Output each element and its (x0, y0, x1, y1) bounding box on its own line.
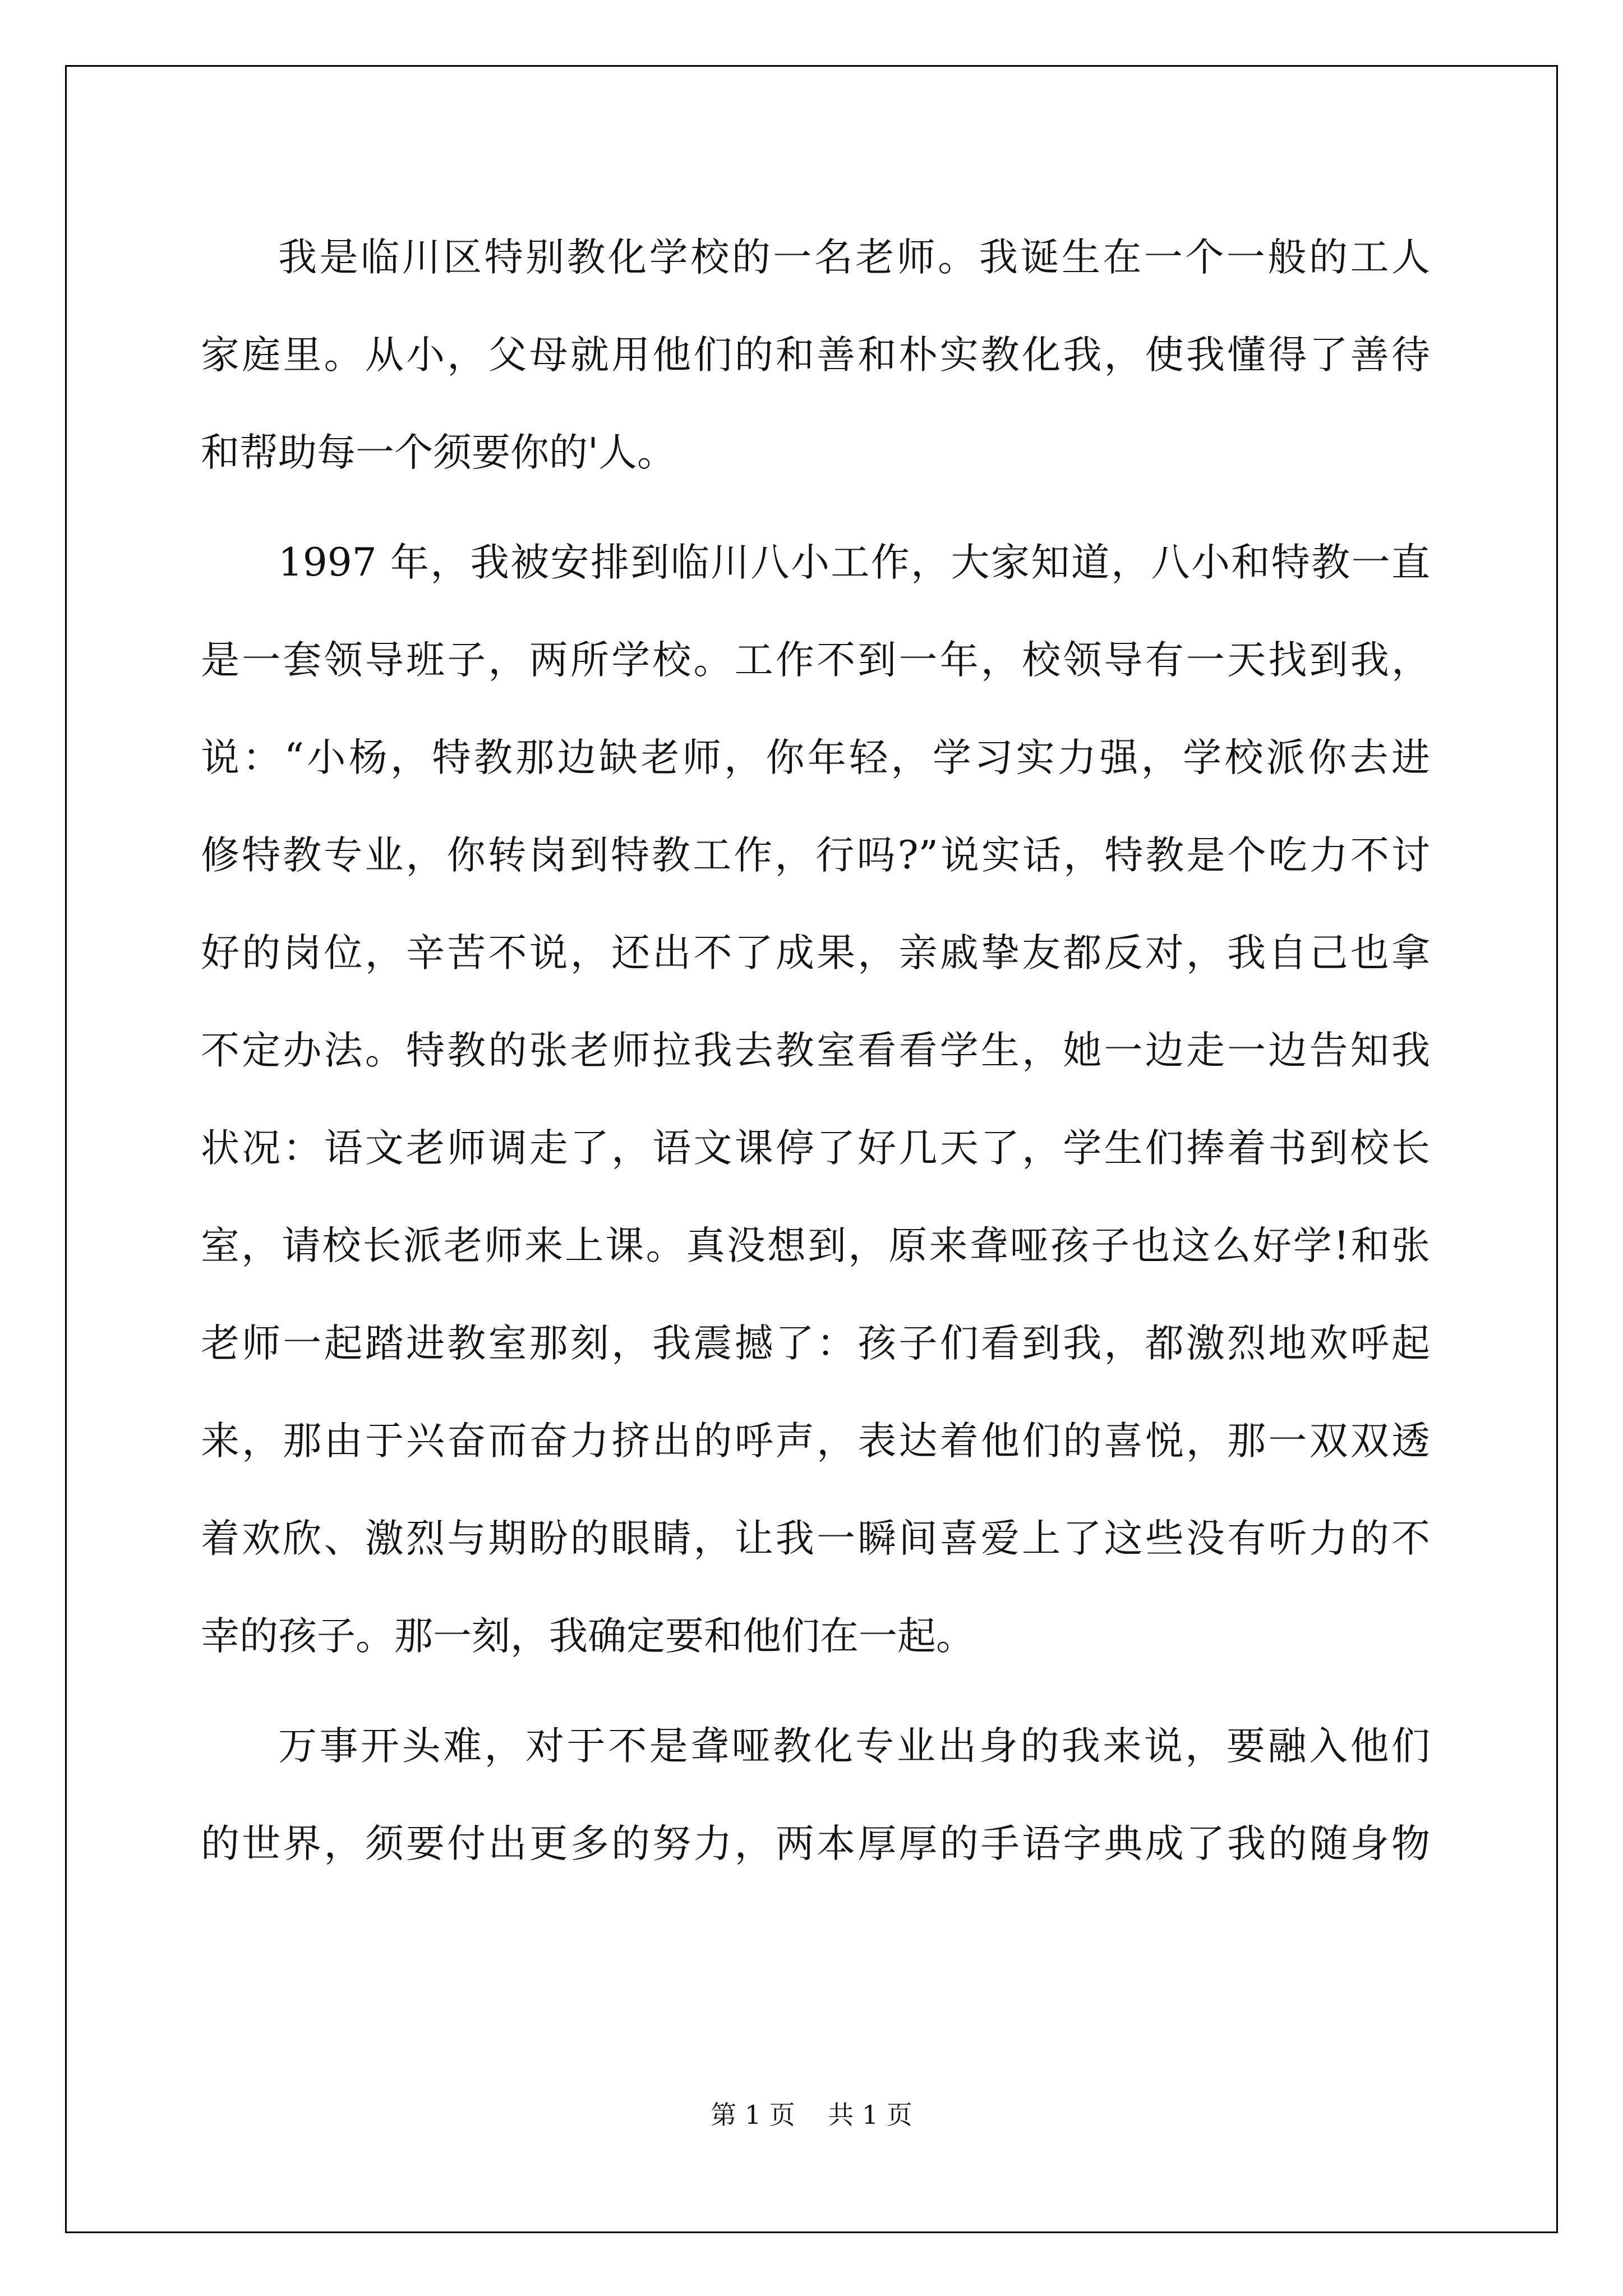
text-line: 的世界，须要付出更多的努力，两本厚厚的手语字典成了我的随身物 (201, 1821, 1430, 1866)
paragraph-gap (201, 501, 1430, 514)
text-line: 1997 年，我被安排到临川八小工作，大家知道，八小和特教一直 (278, 540, 1430, 585)
text-line: 我是临川区特别教化学校的一名老师。我诞生在一个一般的工人 (278, 235, 1430, 280)
text-line: 和帮助每一个须要你的'人。 (201, 430, 676, 475)
text-line: 室，请校长派老师来上课。真没想到，原来聋哑孩子也这么好学!和张 (201, 1223, 1430, 1268)
text-line: 着欢欣、激烈与期盼的眼睛，让我一瞬间喜爱上了这些没有听力的不 (201, 1516, 1430, 1561)
text-line: 幸的孩子。那一刻，我确定要和他们在一起。 (201, 1614, 975, 1659)
text-line: 家庭里。从小，父母就用他们的和善和朴实教化我，使我懂得了善待 (201, 333, 1430, 378)
text-line: 好的岗位，辛苦不说，还出不了成果，亲戚挚友都反对，我自己也拿 (201, 931, 1430, 976)
text-line: 状况：语文老师调走了，语文课停了好几天了，学生们捧着书到校长 (201, 1126, 1430, 1171)
document-body (201, 209, 1430, 1893)
text-line: 万事开头难，对于不是聋哑教化专业出身的我来说，要融入他们 (278, 1724, 1430, 1769)
paragraph-gap (201, 1685, 1430, 1697)
text-line: 来，那由于兴奋而奋力挤出的呼声，表达着他们的喜悦，那一双双透 (201, 1419, 1430, 1464)
text-line: 是一套领导班子，两所学校。工作不到一年，校领导有一天找到我， (201, 638, 1430, 683)
text-line: 说：“小杨，特教那边缺老师，你年轻，学习实力强，学校派你去进 (201, 735, 1430, 780)
text-line: 修特教专业，你转岗到特教工作，行吗?”说实话，特教是个吃力不讨 (201, 833, 1430, 878)
page-footer: 第 1 页 共 1 页 (711, 2100, 912, 2130)
text-line: 不定办法。特教的张老师拉我去教室看看学生，她一边走一边告知我 (201, 1028, 1430, 1073)
text-line: 老师一起踏进教室那刻，我震撼了：孩子们看到我，都激烈地欢呼起 (201, 1321, 1430, 1366)
